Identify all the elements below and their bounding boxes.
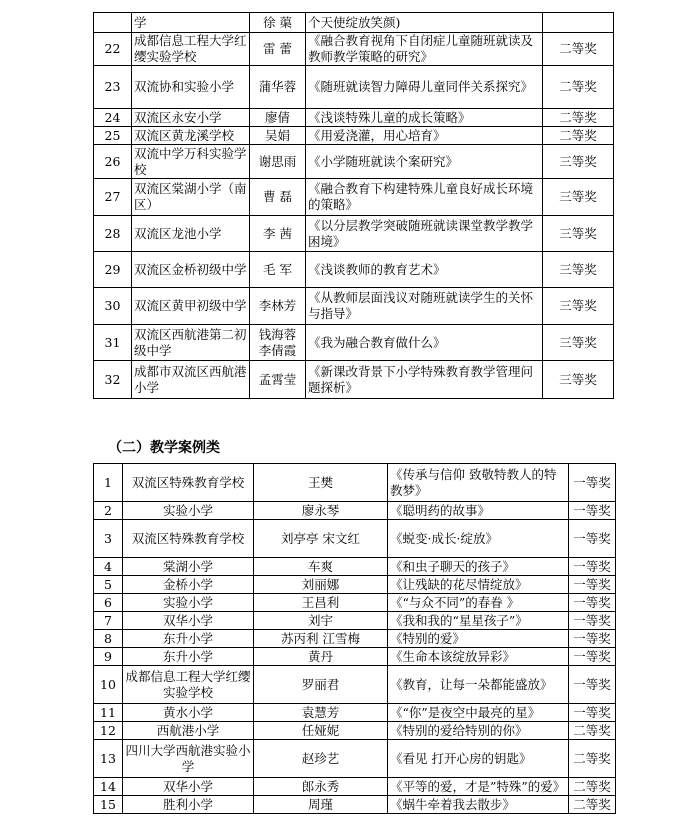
name-cell: 车爽 xyxy=(254,558,388,576)
title-cell: 《让残缺的花尽情绽放》 xyxy=(388,576,569,594)
table-row xyxy=(94,520,616,558)
row-number-cell: 31 xyxy=(94,325,132,361)
name-cell: 徐 蕖 xyxy=(250,13,306,33)
school-cell: 双流区西航港第二初级中学 xyxy=(132,325,250,361)
award-cell: 一等奖 xyxy=(569,464,616,502)
row-number-cell xyxy=(94,13,132,33)
award-cell: 三等奖 xyxy=(543,361,614,399)
school-cell: 实验小学 xyxy=(123,594,254,612)
name-cell: 刘亭亭 宋文红 xyxy=(254,520,388,558)
name-cell: 刘宇 xyxy=(254,612,388,630)
row-number-cell: 3 xyxy=(94,520,123,558)
table-row xyxy=(94,612,616,630)
award-cell: 三等奖 xyxy=(543,216,614,252)
table-row xyxy=(94,145,614,179)
award-cell: 三等奖 xyxy=(543,252,614,288)
award-cell: 一等奖 xyxy=(569,502,616,520)
name-cell: 谢思雨 xyxy=(250,145,306,179)
title-cell: 《蜕变·成长·绽放》 xyxy=(388,520,569,558)
name-cell: 苏丙利 江雪梅 xyxy=(254,630,388,648)
row-number-cell: 2 xyxy=(94,502,123,520)
row-number-cell: 7 xyxy=(94,612,123,630)
title-cell: 《“与众不同”的春眷 》 xyxy=(388,594,569,612)
row-number-cell: 26 xyxy=(94,145,132,179)
award-cell: 二等奖 xyxy=(569,740,616,778)
row-number-cell: 11 xyxy=(94,704,123,722)
school-cell: 双流区永安小学 xyxy=(132,109,250,127)
award-cell: 三等奖 xyxy=(543,145,614,179)
school-cell: 双流区龙池小学 xyxy=(132,216,250,252)
row-number-cell: 30 xyxy=(94,288,132,325)
table-row xyxy=(94,216,614,252)
award-cell: 一等奖 xyxy=(569,666,616,704)
title-cell: 《传承与信仰 致敬特教人的特教梦》 xyxy=(388,464,569,502)
name-cell: 廖倩 xyxy=(250,109,306,127)
award-cell: 三等奖 xyxy=(543,325,614,361)
title-cell: 《融合教育下构建特殊儿童良好成长环境的策略》 xyxy=(306,179,543,216)
row-number-cell: 23 xyxy=(94,66,132,109)
name-cell: 孟霄莹 xyxy=(250,361,306,399)
row-number-cell: 6 xyxy=(94,594,123,612)
row-number-cell: 22 xyxy=(94,33,132,66)
school-cell: 金桥小学 xyxy=(123,576,254,594)
title-cell: 《特别的爱》 xyxy=(388,630,569,648)
table-row xyxy=(94,740,616,778)
school-cell: 成都市双流区西航港小学 xyxy=(132,361,250,399)
row-number-cell: 9 xyxy=(94,648,123,666)
title-cell: 《生命本该绽放异彩》 xyxy=(388,648,569,666)
title-cell: 《新课改背景下小学特殊教育教学管理问题探析》 xyxy=(306,361,543,399)
row-number-cell: 24 xyxy=(94,109,132,127)
title-cell: 《浅谈特殊儿童的成长策略》 xyxy=(306,109,543,127)
name-cell: 黄丹 xyxy=(254,648,388,666)
table-row xyxy=(94,33,614,66)
table-row xyxy=(94,13,614,33)
award-cell: 一等奖 xyxy=(569,704,616,722)
school-cell: 四川大学西航港实验小学 xyxy=(123,740,254,778)
title-cell: 《随班就读智力障碍儿童同伴关系探究》 xyxy=(306,66,543,109)
name-cell: 曹 磊 xyxy=(250,179,306,216)
table-row xyxy=(94,502,616,520)
name-cell: 郎永秀 xyxy=(254,778,388,796)
table-row xyxy=(94,361,614,399)
school-cell: 双华小学 xyxy=(123,778,254,796)
name-cell: 王樊 xyxy=(254,464,388,502)
award-cell: 二等奖 xyxy=(543,33,614,66)
name-cell: 雷 蕾 xyxy=(250,33,306,66)
title-cell: 《我和我的“星星孩子”》 xyxy=(388,612,569,630)
award-table-papers xyxy=(93,12,614,399)
title-cell: 《“你”是夜空中最亮的星》 xyxy=(388,704,569,722)
name-cell: 廖永琴 xyxy=(254,502,388,520)
table-row xyxy=(94,576,616,594)
award-cell: 一等奖 xyxy=(569,520,616,558)
table-row xyxy=(94,464,616,502)
award-cell: 二等奖 xyxy=(569,722,616,740)
row-number-cell: 5 xyxy=(94,576,123,594)
name-cell: 周瑾 xyxy=(254,796,388,814)
award-cell: 二等奖 xyxy=(543,109,614,127)
table-row xyxy=(94,666,616,704)
row-number-cell: 8 xyxy=(94,630,123,648)
table-row xyxy=(94,179,614,216)
title-cell: 《以分层教学突破随班就读课堂教学教学困境》 xyxy=(306,216,543,252)
title-cell: 《小学随班就读个案研究》 xyxy=(306,145,543,179)
title-cell: 《浅谈教师的教育艺术》 xyxy=(306,252,543,288)
table-row xyxy=(94,558,616,576)
table-row xyxy=(94,288,614,325)
school-cell: 东升小学 xyxy=(123,630,254,648)
school-cell: 胜利小学 xyxy=(123,796,254,814)
title-cell: 《蜗牛牵着我去散步》 xyxy=(388,796,569,814)
award-cell: 三等奖 xyxy=(543,288,614,325)
name-cell: 毛 军 xyxy=(250,252,306,288)
title-cell: 《我为融合教育做什么》 xyxy=(306,325,543,361)
table-row xyxy=(94,630,616,648)
school-cell: 双流区金桥初级中学 xyxy=(132,252,250,288)
table-row xyxy=(94,325,614,361)
title-cell: 《融合教育视角下自闭症儿童随班就读及教师教学策略的研究》 xyxy=(306,33,543,66)
name-cell: 袁慧芳 xyxy=(254,704,388,722)
title-cell: 《平等的爱，才是”特殊”的爱》 xyxy=(388,778,569,796)
row-number-cell: 15 xyxy=(94,796,123,814)
award-cell xyxy=(543,13,614,33)
award-cell: 一等奖 xyxy=(569,576,616,594)
school-cell: 成都信息工程大学红缨实验学校 xyxy=(132,33,250,66)
table-row xyxy=(94,66,614,109)
title-cell: 《教育，让每一朵都能盛放》 xyxy=(388,666,569,704)
table-row xyxy=(94,648,616,666)
table-row xyxy=(94,704,616,722)
award-cell: 二等奖 xyxy=(569,778,616,796)
table-row xyxy=(94,109,614,127)
title-cell: 个天使绽放笑颜) xyxy=(306,13,543,33)
name-cell: 任娅妮 xyxy=(254,722,388,740)
school-cell: 双流中学万科实验学校 xyxy=(132,145,250,179)
school-cell: 黄水小学 xyxy=(123,704,254,722)
school-cell: 双流区黄龙溪学校 xyxy=(132,127,250,145)
name-cell: 李 茜 xyxy=(250,216,306,252)
title-cell: 《特别的爱给特别的你》 xyxy=(388,722,569,740)
name-cell: 李林芳 xyxy=(250,288,306,325)
award-cell: 二等奖 xyxy=(543,127,614,145)
school-cell: 成都信息工程大学红缨实验学校 xyxy=(123,666,254,704)
name-cell: 吴娟 xyxy=(250,127,306,145)
row-number-cell: 25 xyxy=(94,127,132,145)
title-cell: 《看见 打开心房的钥匙》 xyxy=(388,740,569,778)
school-cell: 双流区特殊教育学校 xyxy=(123,464,254,502)
title-cell: 《聪明药的故事》 xyxy=(388,502,569,520)
award-cell: 一等奖 xyxy=(569,648,616,666)
award-cell: 二等奖 xyxy=(543,66,614,109)
row-number-cell: 32 xyxy=(94,361,132,399)
table-row xyxy=(94,252,614,288)
table-row xyxy=(94,594,616,612)
name-cell: 王昌利 xyxy=(254,594,388,612)
name-cell: 钱海蓉 李倩霞 xyxy=(250,325,306,361)
table-row xyxy=(94,796,616,814)
school-cell: 双流区黄甲初级中学 xyxy=(132,288,250,325)
row-number-cell: 12 xyxy=(94,722,123,740)
school-cell: 学 xyxy=(132,13,250,33)
award-cell: 一等奖 xyxy=(569,630,616,648)
row-number-cell: 27 xyxy=(94,179,132,216)
award-cell: 一等奖 xyxy=(569,594,616,612)
school-cell: 双华小学 xyxy=(123,612,254,630)
school-cell: 双流区棠湖小学（南区） xyxy=(132,179,250,216)
school-cell: 实验小学 xyxy=(123,502,254,520)
school-cell: 双流区特殊教育学校 xyxy=(123,520,254,558)
title-cell: 《从教师层面浅议对随班就读学生的关怀与指导》 xyxy=(306,288,543,325)
award-table-teaching-cases xyxy=(93,463,616,814)
school-cell: 东升小学 xyxy=(123,648,254,666)
title-cell: 《和虫子聊天的孩子》 xyxy=(388,558,569,576)
name-cell: 罗丽君 xyxy=(254,666,388,704)
award-cell: 三等奖 xyxy=(543,179,614,216)
section-heading: （二）教学案例类 xyxy=(108,440,220,456)
row-number-cell: 13 xyxy=(94,740,123,778)
row-number-cell: 29 xyxy=(94,252,132,288)
table-row xyxy=(94,722,616,740)
row-number-cell: 10 xyxy=(94,666,123,704)
row-number-cell: 4 xyxy=(94,558,123,576)
name-cell: 刘丽娜 xyxy=(254,576,388,594)
row-number-cell: 28 xyxy=(94,216,132,252)
table-row xyxy=(94,778,616,796)
award-cell: 二等奖 xyxy=(569,796,616,814)
school-cell: 双流协和实验小学 xyxy=(132,66,250,109)
award-cell: 一等奖 xyxy=(569,558,616,576)
school-cell: 西航港小学 xyxy=(123,722,254,740)
school-cell: 棠湖小学 xyxy=(123,558,254,576)
name-cell: 蒲华蓉 xyxy=(250,66,306,109)
table-row xyxy=(94,127,614,145)
title-cell: 《用爱浇灌，用心培育》 xyxy=(306,127,543,145)
name-cell: 赵珍艺 xyxy=(254,740,388,778)
award-cell: 一等奖 xyxy=(569,612,616,630)
row-number-cell: 14 xyxy=(94,778,123,796)
row-number-cell: 1 xyxy=(94,464,123,502)
